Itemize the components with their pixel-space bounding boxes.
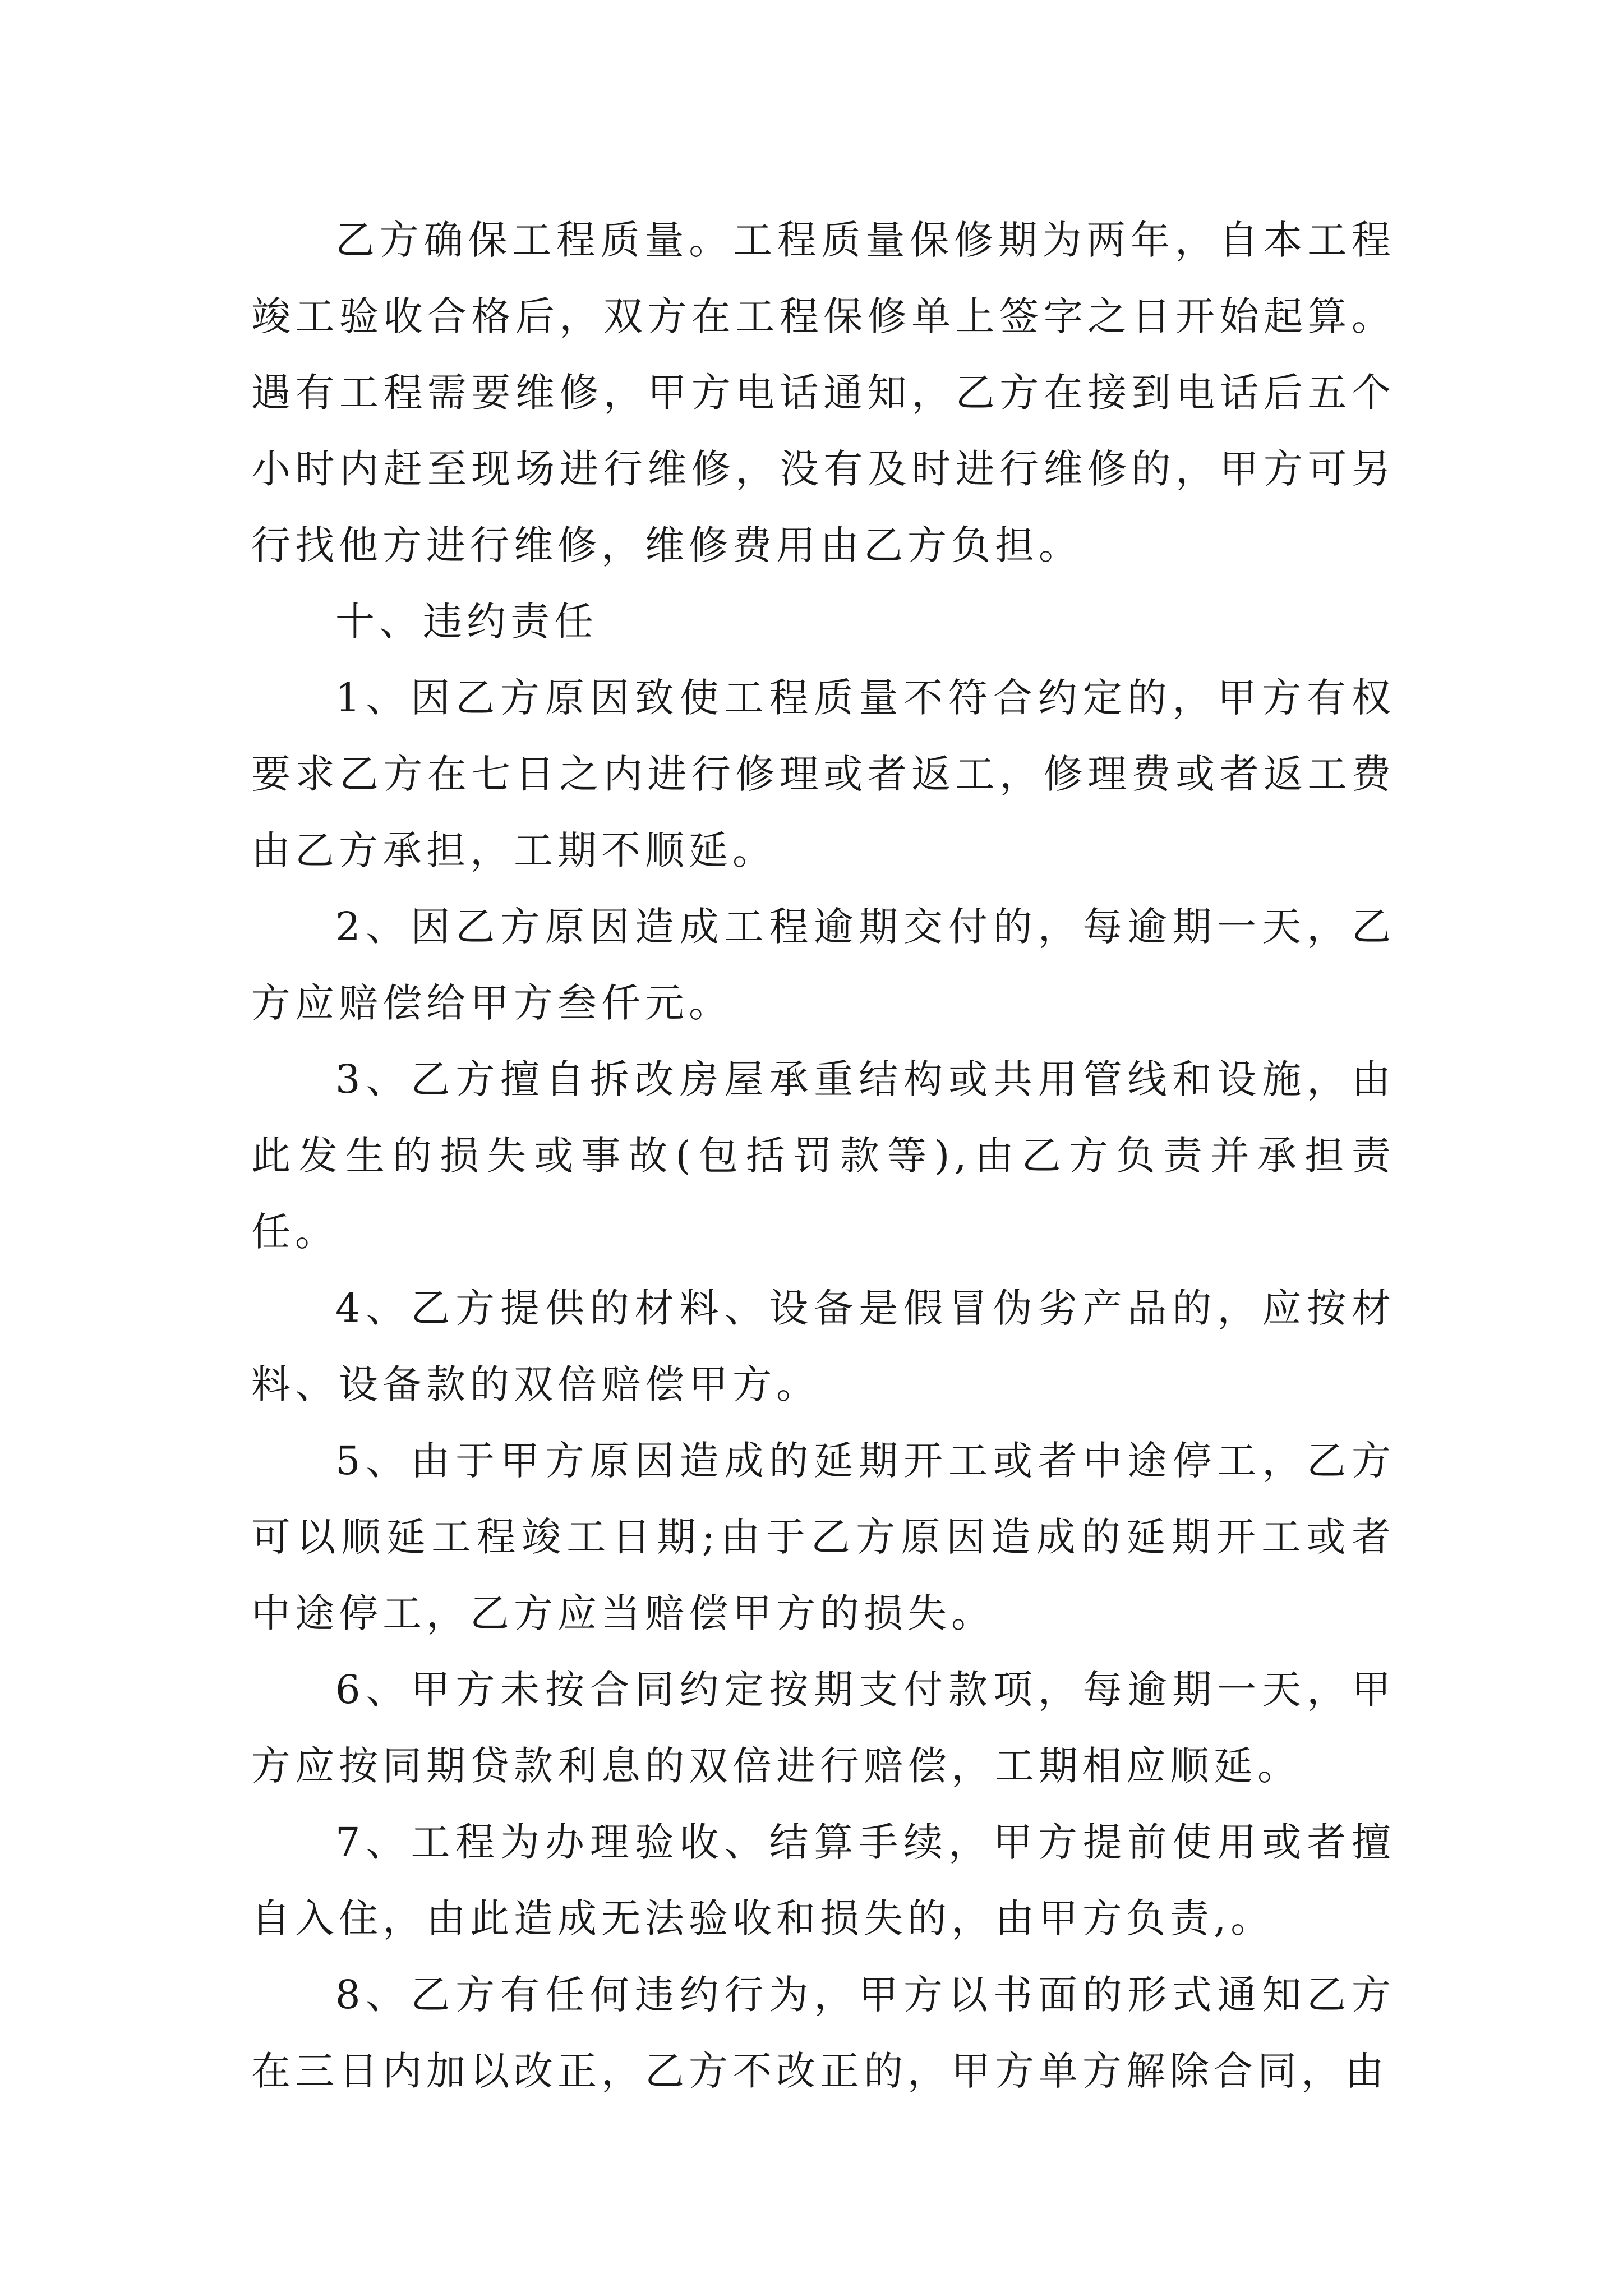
document-body — [251, 202, 1395, 2109]
clause-6: 6、甲方未按合同约定按期支付款项，每逾期一天，甲方应按同期贷款利息的双倍进行赔偿，工期相应顺延。 — [251, 1667, 1395, 1789]
clause-7: 7、工程为办理验收、结算手续，甲方提前使用或者擅自入住，由此造成无法验收和损失的，由甲方负责,。 — [251, 1819, 1395, 1941]
clause-3: 3、乙方擅自拆改房屋承重结构或共用管线和设施，由此发生的损失或事故(包括罚款等),由乙方负责并承担责任。 — [251, 1056, 1395, 1255]
section-heading-breach-liability: 十、违约责任 — [335, 599, 598, 645]
clause-4: 4、乙方提供的材料、设备是假冒伪劣产品的，应按材料、设备款的双倍赔偿甲方。 — [251, 1285, 1395, 1407]
paragraph-warranty: 乙方确保工程质量。工程质量保修期为两年，自本工程竣工验收合格后，双方在工程保修单上签字之日开始起算。遇有工程需要维修，甲方电话通知，乙方在接到电话后五个小时内赶至现场进行维修，没有及时进行维修的，甲方可另行找他方进行维修，维修费用由乙方负担。 — [251, 217, 1395, 568]
clause-2: 2、因乙方原因造成工程逾期交付的，每逾期一天，乙方应赔偿给甲方叁仟元。 — [251, 904, 1395, 1026]
clause-8: 8、乙方有任何违约行为，甲方以书面的形式通知乙方在三日内加以改正，乙方不改正的，甲方单方解除合同，由 — [251, 1972, 1395, 2094]
clause-5: 5、由于甲方原因造成的延期开工或者中途停工，乙方可以顺延工程竣工日期;由于乙方原因造成的延期开工或者中途停工，乙方应当赔偿甲方的损失。 — [251, 1438, 1395, 1636]
clause-1: 1、因乙方原因致使工程质量不符合约定的，甲方有权要求乙方在七日之内进行修理或者返工，修理费或者返工费由乙方承担，工期不顺延。 — [251, 675, 1395, 873]
